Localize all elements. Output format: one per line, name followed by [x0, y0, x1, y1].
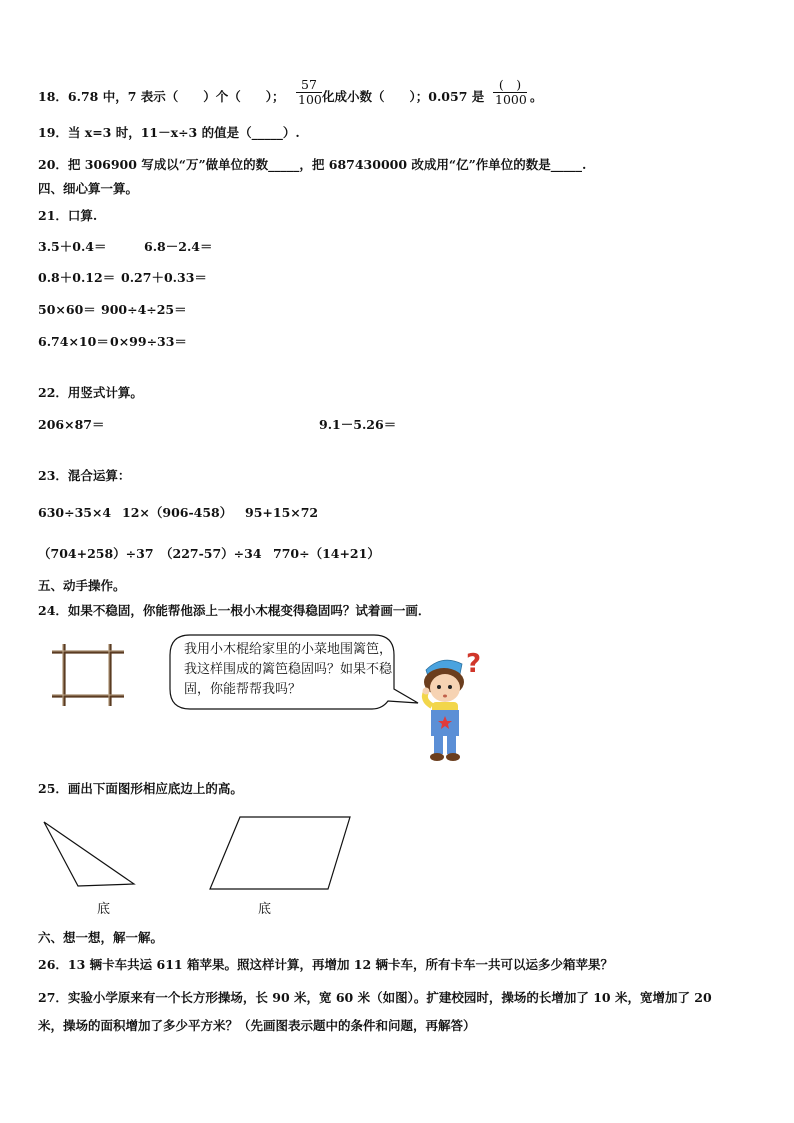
triangle-base-label: 底 [97, 902, 111, 917]
mixed-calc-item: 630÷35×4 [38, 505, 112, 520]
oral-calc-item: 3.5＋0.4＝ [38, 239, 107, 254]
oral-calc-item: 6.74×10＝ [38, 334, 109, 349]
oral-calc-item: 0.8＋0.12＝ [38, 270, 116, 285]
parallelogram-figure [206, 813, 354, 893]
q27-line-1: 27．实验小学原来有一个长方形操场，长 90 米，宽 60 米（如图）。扩建校园时，操场的长增加了 10 米，宽增加了 20 [38, 990, 712, 1005]
fraction-denominator: 1000 [495, 92, 527, 107]
q27-line-2: 米，操场的面积增加了多少平方米？（先画图表示题中的条件和问题，再解答） [38, 1018, 476, 1033]
oral-calc-item: 50×60＝ [38, 302, 96, 317]
parallelogram-base-label: 底 [258, 902, 272, 917]
speech-bubble-text: 我用小木棍给家里的小菜地围篱笆，我这样围成的篱笆稳固吗？如果不稳固，你能帮帮我吗？ [184, 642, 393, 697]
vertical-calc-item: 206×87＝ [38, 417, 105, 432]
mixed-calc-item: （704+258）÷37 [38, 546, 154, 561]
fraction-numerator: 57 [296, 78, 322, 93]
fraction-numerator: ( ) [493, 78, 527, 93]
mixed-calc-item: （227-57）÷34 [160, 546, 262, 561]
mixed-calc-item: 12×（906-458） [122, 505, 233, 520]
q22-title: 22．用竖式计算。 [38, 385, 143, 400]
stick-frame-figure [52, 644, 126, 706]
triangle-figure [40, 818, 140, 890]
oral-calc-item: 0×99÷33＝ [110, 334, 187, 349]
q19-text: 19．当 x=3 时，11－x÷3 的值是（_____）. [38, 125, 300, 140]
fraction-denominator: 100 [298, 92, 322, 107]
svg-text:?: ? [466, 649, 482, 679]
mixed-calc-item: 95+15×72 [245, 505, 319, 520]
q21-title: 21．口算. [38, 208, 98, 223]
q20-text: 20．把 306900 写成以“万”做单位的数_____，把 687430000 改成用“亿”作单位的数是_____. [38, 157, 587, 172]
q26-text: 26．13 辆卡车共运 611 箱苹果。照这样计算，再增加 12 辆卡车，所有卡车一共可以运多少箱苹果？ [38, 957, 614, 972]
section-heading-5: 五、动手操作。 [38, 578, 126, 593]
oral-calc-item: 900÷4÷25＝ [101, 302, 187, 317]
cartoon-boy-illustration [414, 648, 486, 766]
q25-title: 25．画出下面图形相应底边上的高。 [38, 781, 243, 796]
q18-fraction-1 [296, 78, 322, 107]
q18-part1: 18．6.78 中，7 表示（ ）个（ ）； [38, 89, 285, 104]
section-heading-4: 四、细心算一算。 [38, 181, 139, 196]
q24-title: 24．如果不稳固，你能帮他添上一根小木棍变得稳固吗？试着画一画． [38, 603, 431, 618]
q18-part2: 化成小数（ ）；0.057 是 [322, 89, 485, 104]
oral-calc-item: 6.8－2.4＝ [144, 239, 213, 254]
q18-part3: 。 [530, 89, 543, 104]
q23-title: 23．混合运算： [38, 468, 131, 483]
oral-calc-item: 0.27＋0.33＝ [121, 270, 207, 285]
q18-fraction-2 [493, 78, 527, 107]
section-heading-6: 六、想一想，解一解。 [38, 930, 164, 945]
mixed-calc-item: 770÷（14+21） [273, 546, 380, 561]
vertical-calc-item: 9.1－5.26＝ [319, 417, 397, 432]
